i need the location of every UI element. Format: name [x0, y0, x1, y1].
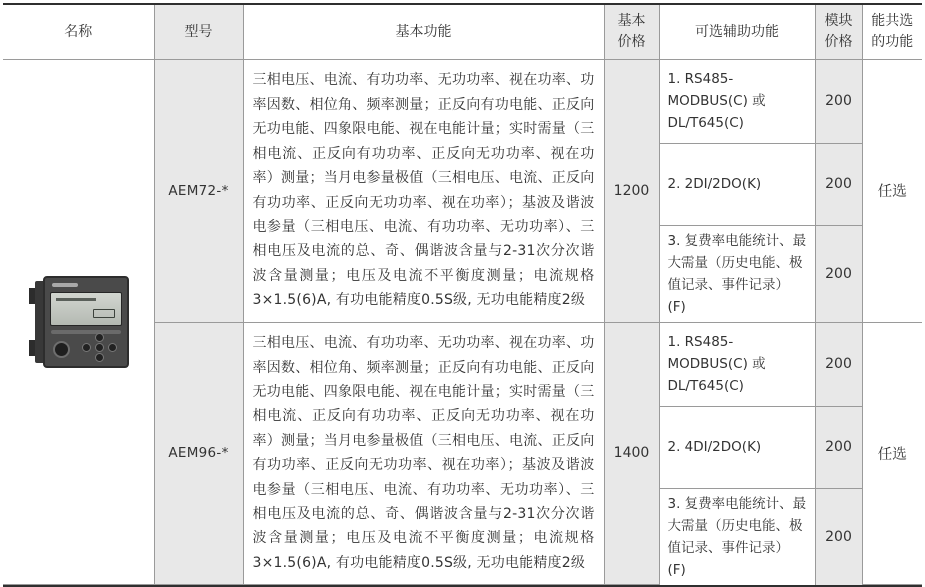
model-aem72: AEM72-* [154, 59, 243, 322]
meter-button-enter [95, 343, 104, 352]
header-optional-functions: 可选辅助功能 [659, 5, 815, 59]
option-label-aem72-2: 2. 2DI/2DO(K) [659, 143, 815, 225]
header-module-price: 模块价格 [815, 5, 862, 59]
header-basic-functions: 基本功能 [243, 5, 604, 59]
lcd-reading-box [93, 309, 115, 318]
meter-lcd-screen [50, 292, 122, 326]
option-label-aem96-3: 3. 复费率电能统计、最大需量（历史电能、极值记录、事件记录）(F) [659, 488, 815, 585]
basic-functions-aem72: 三相电压、电流、有功功率、无功功率、视在功率、功率因数、相位角、频率测量；正反向有功电能、正反向无功电能、四象限电能、视在电能计量；实时需量（三相电流、正反向有功功率、正反向无功功率、视在功率）测量；当月电参量极值（三相电压、电流、正反向有功功率、正反向无功功率、视在功率）；基波及谐波电参量（三相电压、电流、有功功率、无功功率）、三相电压及电流的总、奇、偶谐波含量与2-31次分次谐波含量测量；电压及电流不平衡度测量；电流规格3×1.5(6)A, 有功电能精度0.5S级, 无功电能精度2级 [243, 59, 604, 322]
header-common-functions: 能共选的功能 [862, 5, 922, 59]
base-price-aem96: 1400 [604, 322, 659, 585]
lcd-segment-bar [56, 298, 96, 301]
header-model: 型号 [154, 5, 243, 59]
meter-button-left [82, 343, 91, 352]
option-label-aem72-3: 3. 复费率电能统计、最大需量（历史电能、极值记录、事件记录）(F) [659, 225, 815, 322]
meter-button-pad [79, 333, 121, 363]
module-price-aem72-3: 200 [815, 225, 862, 322]
header-name: 名称 [3, 5, 154, 59]
panel-meter-photo [27, 276, 129, 368]
module-price-aem72-2: 200 [815, 143, 862, 225]
option-label-aem96-2: 2. 4DI/2DO(K) [659, 406, 815, 488]
common-functions-aem96: 任选 [862, 322, 922, 585]
option-label-aem72-1: 1. RS485-MODBUS(C) 或DL/T645(C) [659, 59, 815, 143]
model-aem96: AEM96-* [154, 322, 243, 585]
meter-button-up [95, 333, 104, 342]
header-base-price: 基本价格 [604, 5, 659, 59]
meter-price-table [3, 5, 922, 585]
module-price-aem72-1: 200 [815, 59, 862, 143]
basic-functions-aem96: 三相电压、电流、有功功率、无功功率、视在功率、功率因数、相位角、频率测量；正反向有功电能、正反向无功电能、四象限电能、视在电能计量；实时需量（三相电流、正反向有功功率、正反向无功功率、视在功率）测量；当月电参量极值（三相电压、电流、正反向有功功率、正反向无功功率、视在功率）；基波及谐波电参量（三相电压、电流、有功功率、无功功率）、三相电压及电流的总、奇、偶谐波含量与2-31次分次谐波含量测量；电压及电流不平衡度测量；电流规格3×1.5(6)A, 有功电能精度0.5S级, 无功电能精度2级 [243, 322, 604, 585]
meter-button-down [95, 353, 104, 362]
row-aem72-option-1 [3, 59, 922, 143]
meter-brand-mark [52, 283, 78, 287]
meter-knob [53, 341, 70, 358]
module-price-aem96-3: 200 [815, 488, 862, 585]
price-table-frame [3, 3, 922, 587]
header-row [3, 5, 922, 59]
base-price-aem72: 1200 [604, 59, 659, 322]
meter-button-right [108, 343, 117, 352]
module-price-aem96-2: 200 [815, 406, 862, 488]
module-price-aem96-1: 200 [815, 322, 862, 406]
meter-front-panel [43, 276, 129, 368]
common-functions-aem72: 任选 [862, 59, 922, 322]
product-photo-cell [3, 59, 154, 585]
option-label-aem96-1: 1. RS485-MODBUS(C) 或DL/T645(C) [659, 322, 815, 406]
